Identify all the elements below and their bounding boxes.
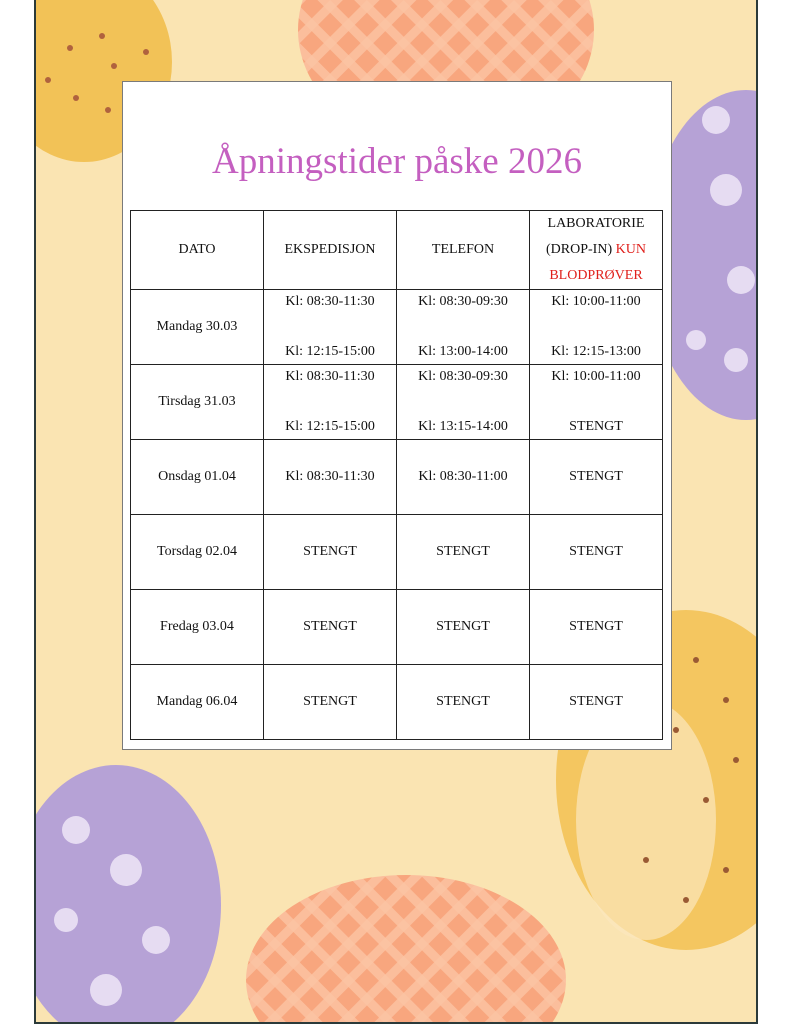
column-header-laboratorie	[530, 211, 663, 290]
time-slot: Kl: 08:30-11:30	[285, 294, 375, 309]
ekspedisjon-cell	[264, 290, 397, 365]
column-header-date: DATO	[131, 211, 264, 290]
time-slot: Kl: 13:15-14:00	[418, 419, 508, 434]
ekspedisjon-cell: STENGT	[264, 515, 397, 590]
lab-cell: STENGT	[530, 515, 663, 590]
schedule-card	[122, 81, 672, 750]
lab-header-kun: KUN	[615, 242, 646, 257]
column-header-telefon: TELEFON	[397, 211, 530, 290]
table-row	[131, 590, 663, 665]
table-row	[131, 515, 663, 590]
lab-cell: STENGT	[530, 440, 663, 515]
time-slot: Kl: 08:30-09:30	[418, 294, 508, 309]
ekspedisjon-cell	[264, 365, 397, 440]
date-cell: Tirsdag 31.03	[131, 365, 264, 440]
poster-page	[34, 0, 758, 1024]
table-header-row	[131, 211, 663, 290]
table-row	[131, 440, 663, 515]
telefon-cell: STENGT	[397, 590, 530, 665]
page-title: Åpningstider påske 2026	[212, 141, 582, 182]
ekspedisjon-cell: STENGT	[264, 665, 397, 740]
date-cell: Mandag 30.03	[131, 290, 264, 365]
lab-cell: STENGT	[530, 665, 663, 740]
time-slot: Kl: 08:30-11:30	[285, 369, 375, 384]
telefon-cell	[397, 290, 530, 365]
lab-cell	[530, 365, 663, 440]
lab-cell: STENGT	[530, 590, 663, 665]
table-row	[131, 290, 663, 365]
date-cell: Onsdag 01.04	[131, 440, 264, 515]
ekspedisjon-cell: STENGT	[264, 590, 397, 665]
table-row	[131, 365, 663, 440]
table-row	[131, 665, 663, 740]
date-cell: Torsdag 02.04	[131, 515, 264, 590]
time-slot: Kl: 10:00-11:00	[551, 369, 641, 384]
time-slot: Kl: 13:00-14:00	[418, 344, 508, 359]
column-header-ekspedisjon: EKSPEDISJON	[264, 211, 397, 290]
time-slot: Kl: 10:00-11:00	[551, 294, 641, 309]
lab-header-blodprover: BLODPRØVER	[549, 268, 643, 283]
opening-hours-table	[130, 210, 663, 740]
telefon-cell: STENGT	[397, 665, 530, 740]
telefon-cell: STENGT	[397, 515, 530, 590]
time-slot: Kl: 08:30-09:30	[418, 369, 508, 384]
telefon-cell: Kl: 08:30-11:00	[397, 440, 530, 515]
time-slot: Kl: 12:15-15:00	[285, 344, 375, 359]
lab-header-line2: (DROP-IN)	[546, 242, 613, 257]
date-cell: Mandag 06.04	[131, 665, 264, 740]
closed-label: STENGT	[569, 419, 623, 434]
lab-cell	[530, 290, 663, 365]
lab-header-line1: LABORATORIE	[547, 216, 645, 231]
time-slot: Kl: 12:15-15:00	[285, 419, 375, 434]
telefon-cell	[397, 365, 530, 440]
time-slot: Kl: 12:15-13:00	[551, 344, 641, 359]
ekspedisjon-cell: Kl: 08:30-11:30	[264, 440, 397, 515]
date-cell: Fredag 03.04	[131, 590, 264, 665]
